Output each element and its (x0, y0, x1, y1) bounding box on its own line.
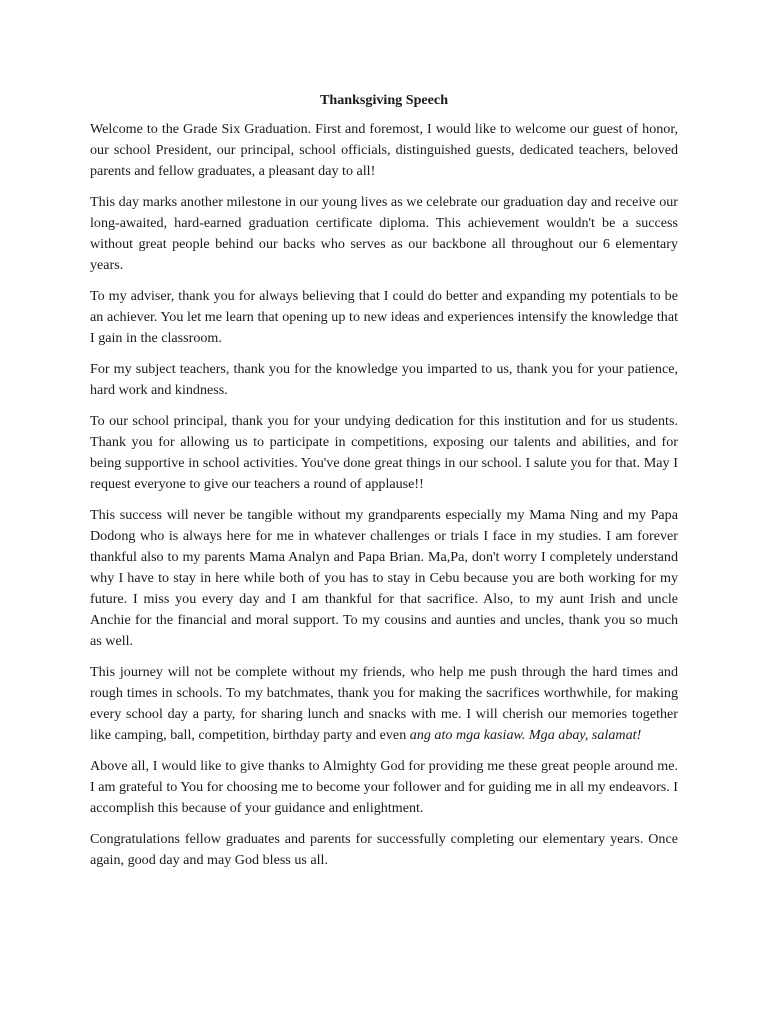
paragraph-adviser: To my adviser, thank you for always believing that I could do better and expanding my potentials to be an achiever. You let me learn that opening up to new ideas and experiences intensify the knowledge that I gain in the classroom. (90, 288, 678, 346)
paragraph-friends (90, 662, 678, 746)
document-page (90, 90, 678, 871)
paragraph-principal: To our school principal, thank you for your undying dedication for this institution and for us students. Thank you for allowing us to participate in competitions, exposing our talents and abilities, and for being supportive in school activities. You've done great things in our school. I salute you for that. May I request everyone to give our teachers a round of applause!! (90, 413, 678, 492)
paragraph-subject-teachers: For my subject teachers, thank you for the knowledge you imparted to us, thank you for your patience, hard work and kindness. (90, 361, 678, 398)
paragraph-milestone: This day marks another milestone in our young lives as we celebrate our graduation day and receive our long-awaited, hard-earned graduation certificate diploma. This achievement wouldn't be a success without great people behind our backs who serves as our backbone all throughout our 6 elementary years. (90, 194, 678, 273)
paragraph-closing: Congratulations fellow graduates and parents for successfully completing our elementary years. Once again, good day and may God bless us all. (90, 831, 678, 868)
page-title: Thanksgiving Speech (319, 92, 449, 108)
paragraph-family: This success will never be tangible without my grandparents especially my Mama Ning and my Papa Dodong who is always here for me in whatever challenges or trials I face in my studies. I am forever thankful also to my parents Mama Analyn and Papa Brian. Ma,Pa, don't worry I completely understand why I have to stay in here while both of you has to stay in Cebu because you are both working for my future. I miss you every day and I am thankful for that sacrifice. Also, to my aunt Irish and uncle Anchie for the financial and moral support. To my cousins and aunties and uncles, thank you so much as well. (90, 507, 678, 649)
paragraph-friends-text: This journey will not be complete without my friends, who help me push through the hard times and rough times in schools. To my batchmates, thank you for making the sacrifices worthwhile, for making every school day a party, for sharing lunch and snacks with me. I will cherish our memories together like camping, ball, competition, birthday party and even (90, 664, 678, 743)
paragraph-friends-italic: ang ato mga kasiaw. Mga abay, salamat! (409, 727, 642, 743)
paragraph-god: Above all, I would like to give thanks to Almighty God for providing me these great people around me. I am grateful to You for choosing me to become your follower and for guiding me in all my endeavors. I accomplish this because of your guidance and enlightment. (90, 758, 678, 816)
paragraph-welcome: Welcome to the Grade Six Graduation. First and foremost, I would like to welcome our guest of honor, our school President, our principal, school officials, distinguished guests, dedicated teachers, beloved parents and fellow graduates, a pleasant day to all! (90, 121, 678, 179)
